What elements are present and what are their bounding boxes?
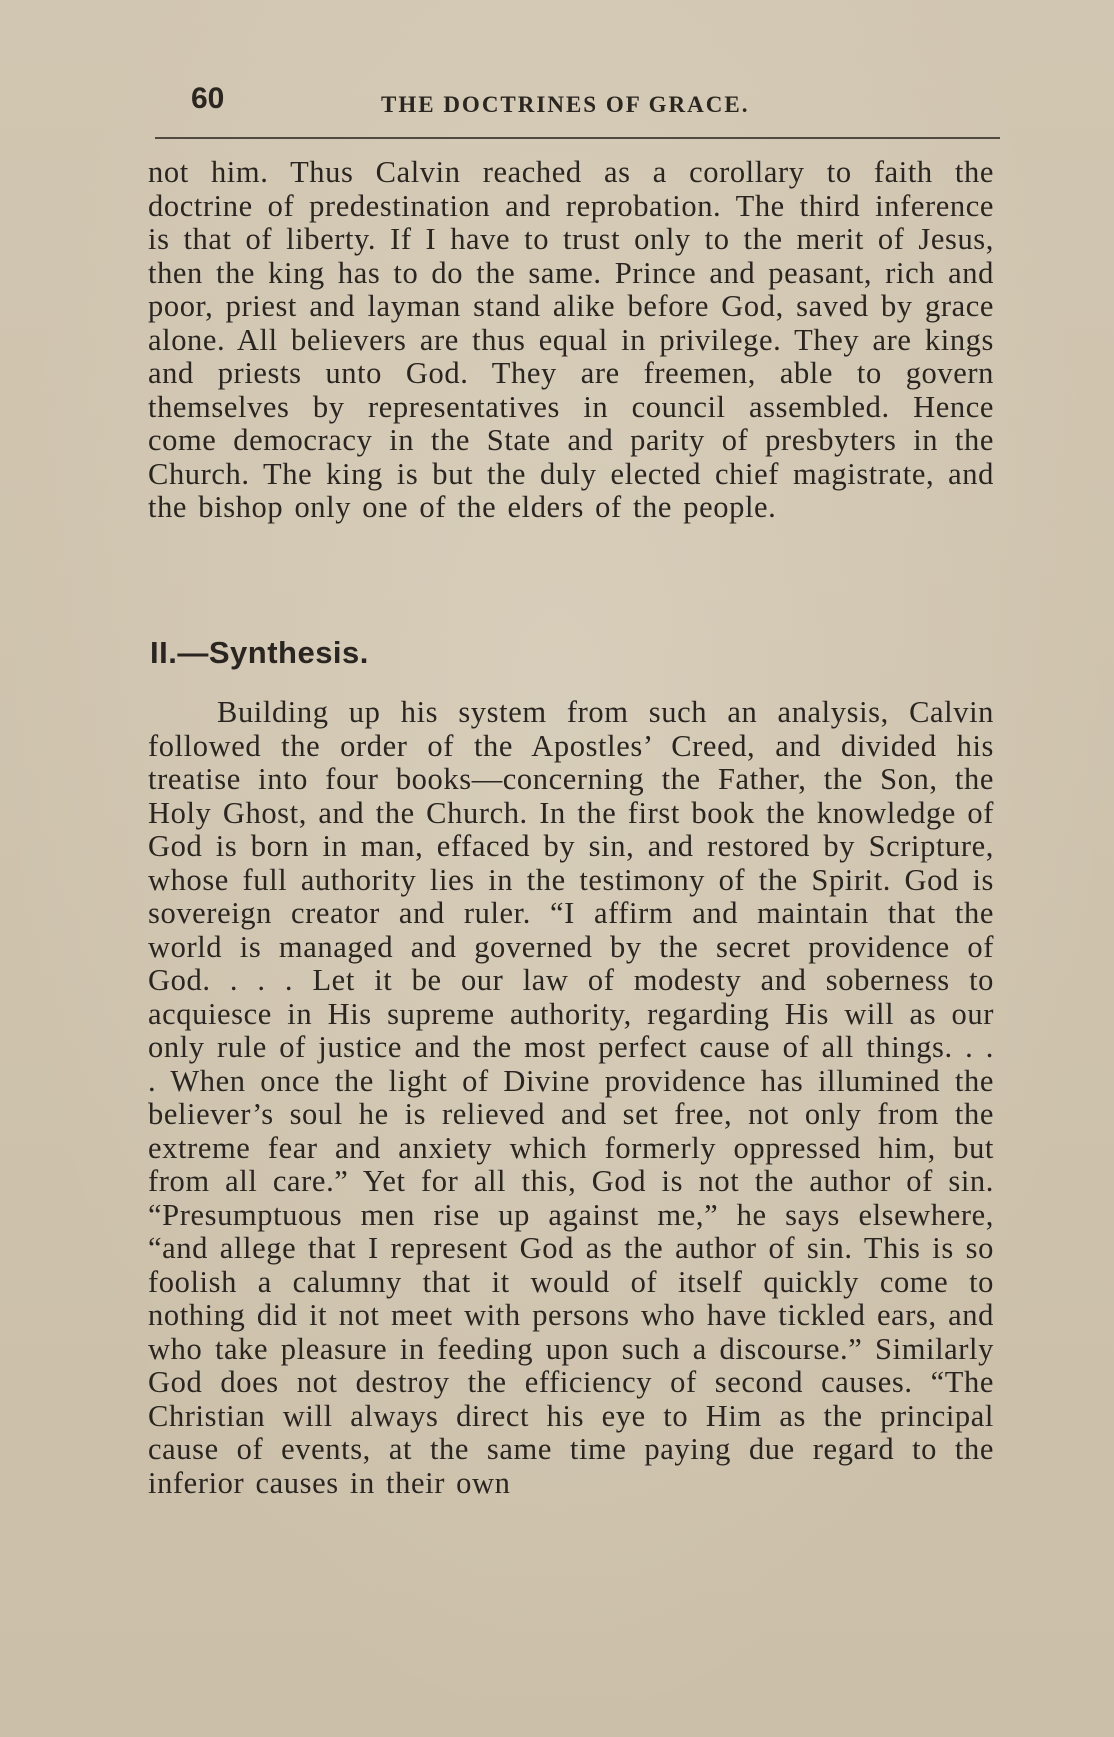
- page-number: 60: [191, 82, 225, 115]
- page-header: [145, 78, 995, 128]
- section-heading: II.—Synthesis.: [150, 635, 369, 670]
- header-rule: [155, 137, 1000, 139]
- paragraph-2: Building up his system from such an analysis, Calvin followed the order of the Apostles’ Creed, and divided his treatise into four books—concerning the Father, the Son, the Holy Ghost, and the Church. In the first book the knowledge of God is born in man, effaced by sin, and restored by Scripture, whose full authority lies in the testimony of the Spirit. God is sovereign creator and ruler. “I affirm and maintain that the world is managed and governed by the secret providence of God. . . . Let it be our law of modesty and soberness to acquiesce in His supreme authority, regarding His will as our only rule of justice and the most perfect cause of all things. . . . When once the light of Divine providence has illumined the believer’s soul he is relieved and set free, not only from the extreme fear and anxiety which formerly oppressed him, but from all care.” Yet for all this, God is not the author of sin. “Presumptuous men rise up against me,” he says elsewhere, “and allege that I represent God as the author of sin. This is so foolish a calumny that it would of itself quickly come to nothing did it not meet with persons who have tickled ears, and who take pleasure in feeding upon such a discourse.” Similarly God does not destroy the efficiency of second causes. “The Christian will always direct his eye to Him as the principal cause of events, at the same time paying due regard to the inferior causes in their own: [148, 695, 994, 1500]
- paragraph-1: not him. Thus Calvin reached as a corollary to faith the doctrine of predestination and reprobation. The third inference is that of liberty. If I have to trust only to the merit of Jesus, then the king has to do the same. Prince and peasant, rich and poor, priest and layman stand alike before God, saved by grace alone. All believers are thus equal in privilege. They are kings and priests unto God. They are freemen, able to govern themselves by representatives in council assembled. Hence come democracy in the State and parity of presbyters in the Church. The king is but the duly elected chief magistrate, and the bishop only one of the elders of the people.: [148, 155, 994, 524]
- running-head: THE DOCTRINES OF GRACE.: [381, 92, 750, 117]
